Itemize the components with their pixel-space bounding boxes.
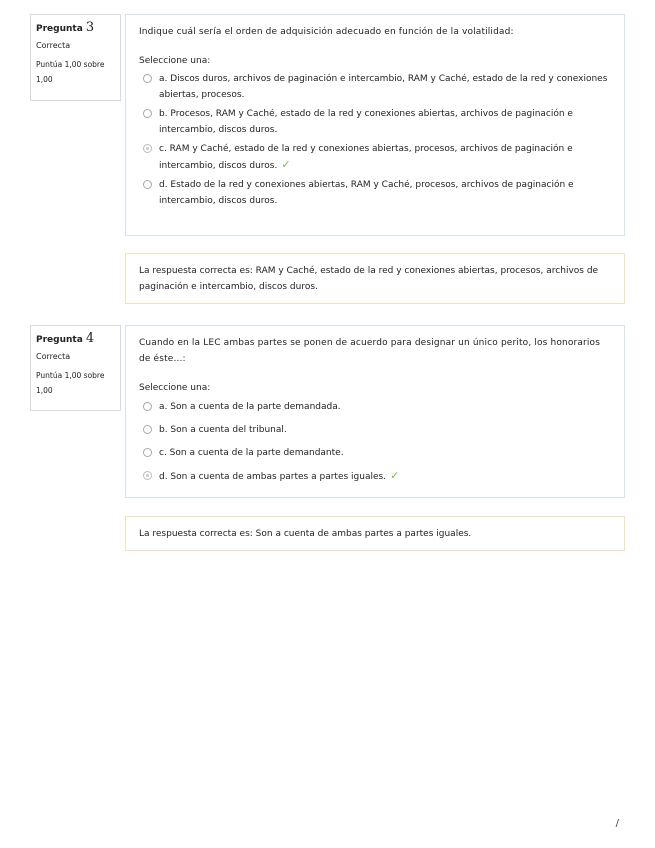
question-grade: Puntúa 1,00 sobre 1,00: [36, 371, 105, 395]
question-grade: Puntúa 1,00 sobre 1,00: [36, 60, 105, 84]
option-label: a. Discos duros, archivos de paginación e intercambio, RAM y Caché, estado de la red y conexiones abiertas, procesos.: [159, 74, 608, 100]
option-text: d. Son a cuenta de ambas partes a partes iguales.: [159, 472, 387, 482]
question-info-3: [30, 14, 121, 101]
option-label: d. Estado de la red y conexiones abiertas, RAM y Caché, procesos, archivos de paginación e intercambio, discos duros.: [159, 180, 574, 206]
question-info-4: [30, 325, 121, 411]
option-label: [159, 141, 611, 174]
question-state: Correcta: [36, 41, 71, 50]
radio-button-selected[interactable]: [143, 144, 152, 153]
question-number-value: 3: [85, 20, 95, 35]
question-number: [36, 21, 115, 36]
radio-button-selected[interactable]: [143, 471, 152, 480]
question-text: Cuando en la LEC ambas partes se ponen de acuerdo para designar un único perito, los honorarios de éste...:: [139, 338, 601, 364]
question-label: Pregunta: [36, 24, 83, 34]
option-label: b. Procesos, RAM y Caché, estado de la red y conexiones abiertas, archivos de paginación e intercambio, discos duros.: [159, 109, 573, 135]
checkmark-icon: ✓: [390, 469, 400, 482]
question-label: Pregunta: [36, 335, 83, 345]
option-label: c. Son a cuenta de la parte demandante.: [159, 448, 344, 458]
question-number: [36, 332, 115, 347]
radio-button[interactable]: [143, 180, 152, 189]
correct-answer-feedback-3: La respuesta correcta es: RAM y Caché, estado de la red y conexiones abiertas, procesos, archivos de paginación e intercambio, discos duros.: [125, 253, 625, 304]
page-number: /: [615, 818, 619, 829]
question-state: Correcta: [36, 352, 71, 361]
option-label: a. Son a cuenta de la parte demandada.: [159, 402, 341, 412]
answer-prompt: Seleccione una:: [139, 56, 211, 66]
answer-option-c[interactable]: [139, 141, 611, 174]
question-formulation-3: [125, 14, 625, 236]
answer-option-c[interactable]: [139, 445, 611, 461]
answer-option-b[interactable]: [139, 106, 611, 138]
question-text: Indique cuál sería el orden de adquisición adecuado en función de la volatilidad:: [139, 27, 514, 37]
radio-button[interactable]: [143, 448, 152, 457]
radio-button[interactable]: [143, 402, 152, 411]
option-label: b. Son a cuenta del tribunal.: [159, 425, 287, 435]
question-number-value: 4: [85, 331, 95, 346]
answer-prompt: Seleccione una:: [139, 383, 211, 393]
correct-answer-feedback-4: La respuesta correcta es: Son a cuenta de ambas partes a partes iguales.: [125, 516, 625, 551]
radio-button[interactable]: [143, 425, 152, 434]
question-formulation-4: [125, 325, 625, 498]
checkmark-icon: ✓: [281, 158, 291, 171]
answer-options: [139, 71, 611, 209]
option-text: c. RAM y Caché, estado de la red y conexiones abiertas, procesos, archivos de paginación e intercambio, discos duros.: [159, 144, 573, 171]
radio-button[interactable]: [143, 74, 152, 83]
answer-option-d[interactable]: [139, 468, 611, 485]
option-label: [159, 468, 399, 485]
answer-option-b[interactable]: [139, 422, 611, 438]
answer-option-a[interactable]: [139, 71, 611, 103]
answer-option-d[interactable]: [139, 177, 611, 209]
answer-option-a[interactable]: [139, 399, 611, 415]
answer-options: [139, 399, 611, 485]
radio-button[interactable]: [143, 109, 152, 118]
